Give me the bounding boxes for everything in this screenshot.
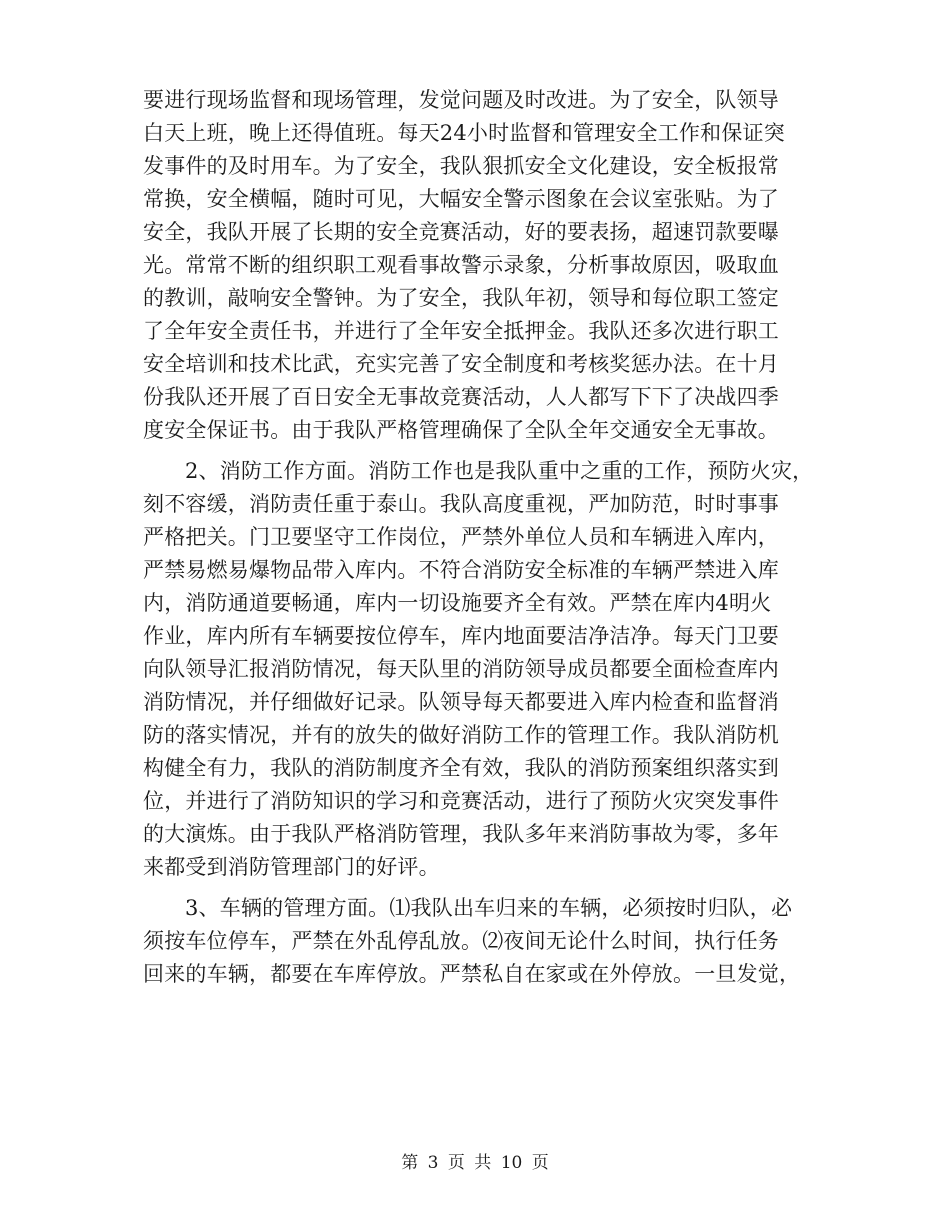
- text-line: 向队领导汇报消防情况，每天队里的消防领导成员都要全面检查库内: [143, 657, 779, 681]
- text-line: 的大演炼。由于我队严格消防管理，我队多年来消防事故为零，多年: [143, 822, 779, 846]
- paragraph: [143, 455, 833, 884]
- text-line: 3、车辆的管理方面。⑴我队出车归来的车辆，必须按时归队，必: [185, 896, 793, 920]
- text-line: 严格把关。门卫要坚守工作岗位，严禁外单位人员和车辆进入库内，: [143, 525, 779, 549]
- footer-page-unit: 页: [447, 1153, 465, 1173]
- text-line: 回来的车辆，都要在车库停放。严禁私自在家或在外停放。一旦发觉，: [143, 962, 801, 986]
- text-line: 度安全保证书。由于我队严格管理确保了全队全年交通安全无事故。: [143, 418, 779, 442]
- text-line: 须按车位停车，严禁在外乱停乱放。⑵夜间无论什么时间，执行任务: [143, 929, 779, 953]
- text-line: 2、消防工作方面。消防工作也是我队重中之重的工作，预防火灾，: [185, 459, 814, 483]
- text-line: 作业，库内所有车辆要按位停车，库内地面要洁净洁净。每天门卫要: [143, 624, 779, 648]
- page-footer: [0, 1151, 950, 1175]
- text-line: 份我队还开展了百日安全无事故竞赛活动，人人都写下下了决战四季: [143, 385, 779, 409]
- text-line: 严禁易燃易爆物品带入库内。不符合消防安全标准的车辆严禁进入库: [143, 558, 779, 582]
- paragraph: [143, 892, 833, 991]
- footer-total-pages: 10: [500, 1153, 523, 1173]
- text-line: 安全，我队开展了长期的安全竞赛活动，好的要表扬，超速罚款要曝: [143, 220, 779, 244]
- text-line: 常换，安全横幅，随时可见，大幅安全警示图象在会议室张贴。为了: [143, 187, 779, 211]
- text-line: 白天上班，晚上还得值班。每天24小时监督和管理安全工作和保证突: [143, 121, 785, 145]
- text-line: 防的落实情况，并有的放失的做好消防工作的管理工作。我队消防机: [143, 723, 779, 747]
- text-line: 发事件的及时用车。为了安全，我队狠抓安全文化建设，安全板报常: [143, 154, 779, 178]
- text-line: 消防情况，并仔细做好记录。队领导每天都要进入库内检查和监督消: [143, 690, 779, 714]
- footer-total-unit: 页: [531, 1153, 549, 1173]
- text-line: 构健全有力，我队的消防制度齐全有效，我队的消防预案组织落实到: [143, 756, 779, 780]
- text-line: 了全年安全责任书，并进行了全年安全抵押金。我队还多次进行职工: [143, 319, 779, 343]
- footer-total-label: 共: [474, 1153, 492, 1173]
- text-line: 来都受到消防管理部门的好评。: [143, 855, 440, 879]
- text-line: 光。常常不断的组织职工观看事故警示录象，分析事故原因，吸取血: [143, 253, 779, 277]
- document-body: [143, 84, 833, 991]
- footer-current-page: 3: [427, 1153, 439, 1173]
- text-line: 的教训，敲响安全警钟。为了安全，我队年初，领导和每位职工签定: [143, 286, 779, 310]
- footer-page-label: 第: [401, 1153, 419, 1173]
- text-line: 要进行现场监督和现场管理，发觉问题及时改进。为了安全，队领导: [143, 88, 779, 112]
- paragraph: [143, 84, 833, 447]
- text-line: 位，并进行了消防知识的学习和竞赛活动，进行了预防火灾突发事件: [143, 789, 779, 813]
- text-line: 内，消防通道要畅通，库内一切设施要齐全有效。严禁在库内4明火: [143, 591, 772, 615]
- text-line: 刻不容缓，消防责任重于泰山。我队高度重视，严加防范，时时事事: [143, 492, 779, 516]
- text-line: 安全培训和技术比武，充实完善了安全制度和考核奖惩办法。在十月: [143, 352, 779, 376]
